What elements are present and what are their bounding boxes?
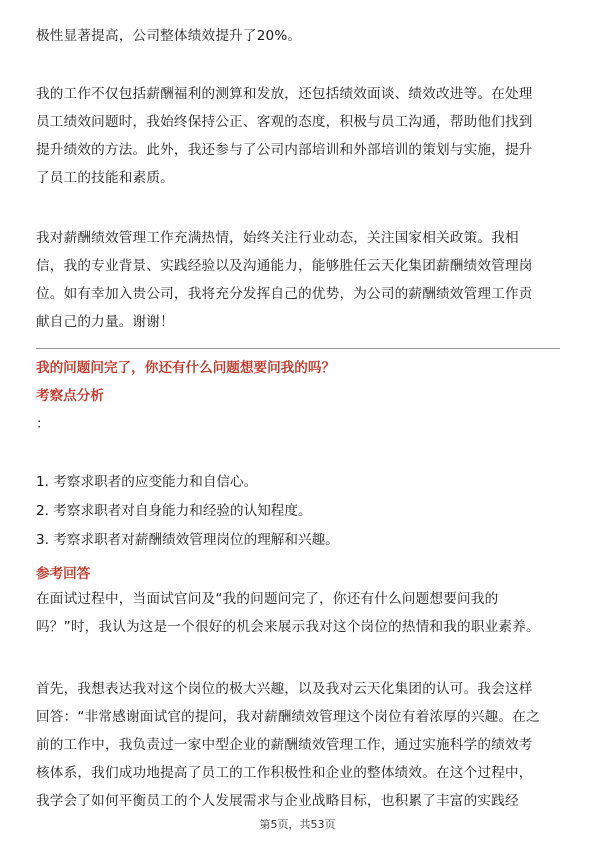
text-line: 位。如有幸加入贵公司，我将充分发挥自己的优势，为公司的薪酬绩效管理工作贡 bbox=[36, 286, 533, 302]
answer-paragraph-body bbox=[36, 675, 560, 815]
text-line: 核体系，我们成功地提高了员工的工作积极性和企业的整体绩效。在这个过程中， bbox=[36, 765, 533, 781]
text-line: 首先，我想表达我对这个岗位的极大兴趣，以及我对云天化集团的认可。我会这样 bbox=[36, 681, 533, 697]
text-line: 我的工作不仅包括薪酬福利的测算和发放，还包括绩效面谈、绩效改进等。在处理 bbox=[36, 86, 533, 102]
list-item: 1. 考察求职者的应变能力和自信心。 bbox=[36, 474, 258, 490]
text-line: 提升绩效的方法。此外，我还参与了公司内部培训和外部培训的策划与实施，提升 bbox=[36, 142, 533, 158]
section-divider bbox=[36, 348, 560, 349]
list-item: 2. 考察求职者对自身能力和经验的认知程度。 bbox=[36, 503, 312, 519]
analysis-points-list bbox=[36, 470, 339, 557]
paragraph-continuation bbox=[36, 22, 560, 50]
text-line: 前的工作中，我负责过一家中型企业的薪酬绩效管理工作，通过实施科学的绩效考 bbox=[36, 737, 533, 753]
text-line: 献自己的力量。谢谢！ bbox=[36, 314, 174, 330]
question-title: 我的问题问完了，你还有什么问题想要问我的吗？ bbox=[36, 360, 336, 376]
text-line: 我对薪酬绩效管理工作充满热情，始终关注行业动态，关注国家相关政策。我相 bbox=[36, 230, 519, 246]
text-line: 回答：“非常感谢面试官的提问，我对薪酬绩效管理这个岗位有着浓厚的兴趣。在之 bbox=[36, 709, 540, 725]
text-line: 极性显著提高，公司整体绩效提升了20%。 bbox=[36, 28, 302, 44]
text-line: 信，我的专业背景、实践经验以及沟通能力，能够胜任云天化集团薪酬绩效管理岗 bbox=[36, 258, 533, 274]
text-line: 我学会了如何平衡员工的个人发展需求与企业战略目标，也积累了丰富的实践经 bbox=[36, 793, 519, 809]
text-line: 员工绩效问题时，我始终保持公正、客观的态度，积极与员工沟通，帮助他们找到 bbox=[36, 114, 533, 130]
text-line: 了员工的技能和素质。 bbox=[36, 170, 174, 186]
paragraph-closing bbox=[36, 224, 560, 336]
answer-paragraph-intro bbox=[36, 585, 560, 641]
list-item: 3. 考察求职者对薪酬绩效管理岗位的理解和兴趣。 bbox=[36, 532, 339, 548]
text-line: 在面试过程中，当面试官问及“我的问题问完了，你还有什么问题想要问我的 bbox=[36, 591, 499, 607]
page-footer: 第5页，共53页 bbox=[259, 818, 336, 831]
analysis-colon: ： bbox=[36, 416, 50, 432]
answer-heading: 参考回答 bbox=[36, 566, 91, 582]
analysis-heading: 考察点分析 bbox=[36, 388, 104, 404]
paragraph-work-duties bbox=[36, 80, 560, 192]
text-line: 吗？”时，我认为这是一个很好的机会来展示我对这个岗位的热情和我的职业素养。 bbox=[36, 619, 540, 635]
